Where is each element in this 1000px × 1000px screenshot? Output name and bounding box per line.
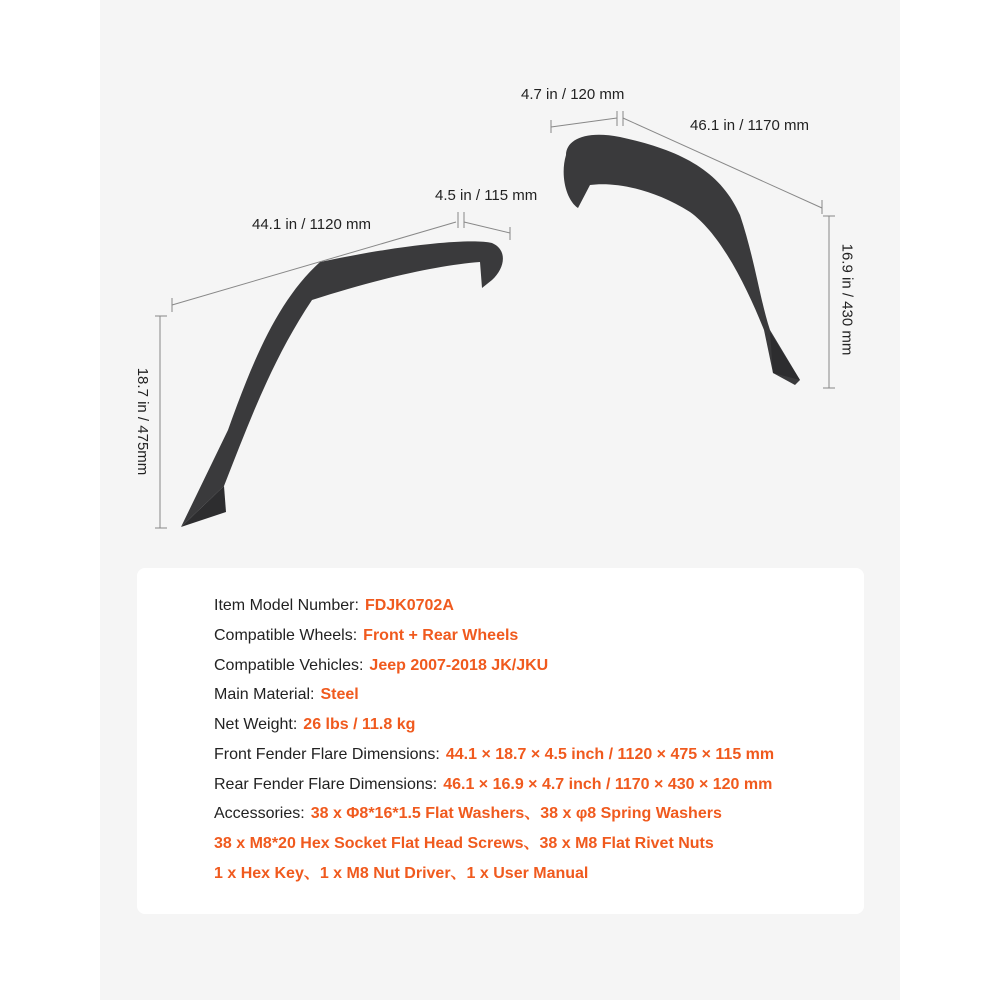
spec-value: 26 lbs / 11.8 kg <box>303 716 416 733</box>
specifications-card <box>137 568 864 914</box>
spec-row-rear-dimensions <box>214 775 772 795</box>
spec-label: Item Model Number: <box>214 597 359 614</box>
rear-height-dimension-line <box>823 216 835 388</box>
spec-row-accessories-cont-2 <box>214 864 588 884</box>
spec-label: Compatible Vehicles: <box>214 657 364 674</box>
front-length-label: 44.1 in / 1120 mm <box>252 216 371 233</box>
spec-row-front-dimensions <box>214 745 774 765</box>
spec-row-accessories-cont-1 <box>214 834 714 854</box>
spec-value: FDJK0702A <box>364 597 454 614</box>
spec-row-accessories <box>214 804 722 824</box>
spec-value: 44.1 × 18.7 × 4.5 inch / 1120 × 475 × 115 mm <box>445 746 775 763</box>
rear-width-dimension-line <box>551 111 623 133</box>
spec-label: Main Material: <box>214 686 315 703</box>
spec-row-weight <box>214 715 415 735</box>
front-fender-flare <box>181 241 503 527</box>
rear-height-label: 16.9 in / 430 mm <box>838 243 856 356</box>
spec-label: Compatible Wheels: <box>214 627 358 644</box>
spec-row-wheels <box>214 626 518 646</box>
spec-value: 38 x M8*20 Hex Socket Flat Head Screws、38 x M8 Flat Rivet Nuts <box>214 835 714 852</box>
spec-value: Steel <box>320 686 359 703</box>
spec-value: 46.1 × 16.9 × 4.7 inch / 1170 × 430 × 120 mm <box>443 776 773 793</box>
front-width-dimension-line <box>458 212 510 240</box>
rear-fender-flare <box>564 135 800 385</box>
spec-row-material <box>214 685 359 705</box>
spec-row-model <box>214 596 454 616</box>
spec-value: 38 x Φ8*16*1.5 Flat Washers、38 x φ8 Spring Washers <box>310 805 722 822</box>
rear-length-label: 46.1 in / 1170 mm <box>690 117 809 134</box>
spec-value: Jeep 2007-2018 JK/JKU <box>369 657 549 674</box>
front-width-label: 4.5 in / 115 mm <box>435 187 538 204</box>
front-height-dimension-line <box>155 316 167 528</box>
spec-row-vehicles <box>214 656 548 676</box>
rear-width-label: 4.7 in / 120 mm <box>521 86 625 103</box>
spec-label: Front Fender Flare Dimensions: <box>214 746 440 763</box>
spec-label: Rear Fender Flare Dimensions: <box>214 776 438 793</box>
front-height-label: 18.7 in / 475mm <box>134 367 151 476</box>
spec-label: Accessories: <box>214 805 305 822</box>
spec-value: 1 x Hex Key、1 x M8 Nut Driver、1 x User Manual <box>214 865 589 882</box>
spec-label: Net Weight: <box>214 716 298 733</box>
spec-value: Front + Rear Wheels <box>363 627 519 644</box>
